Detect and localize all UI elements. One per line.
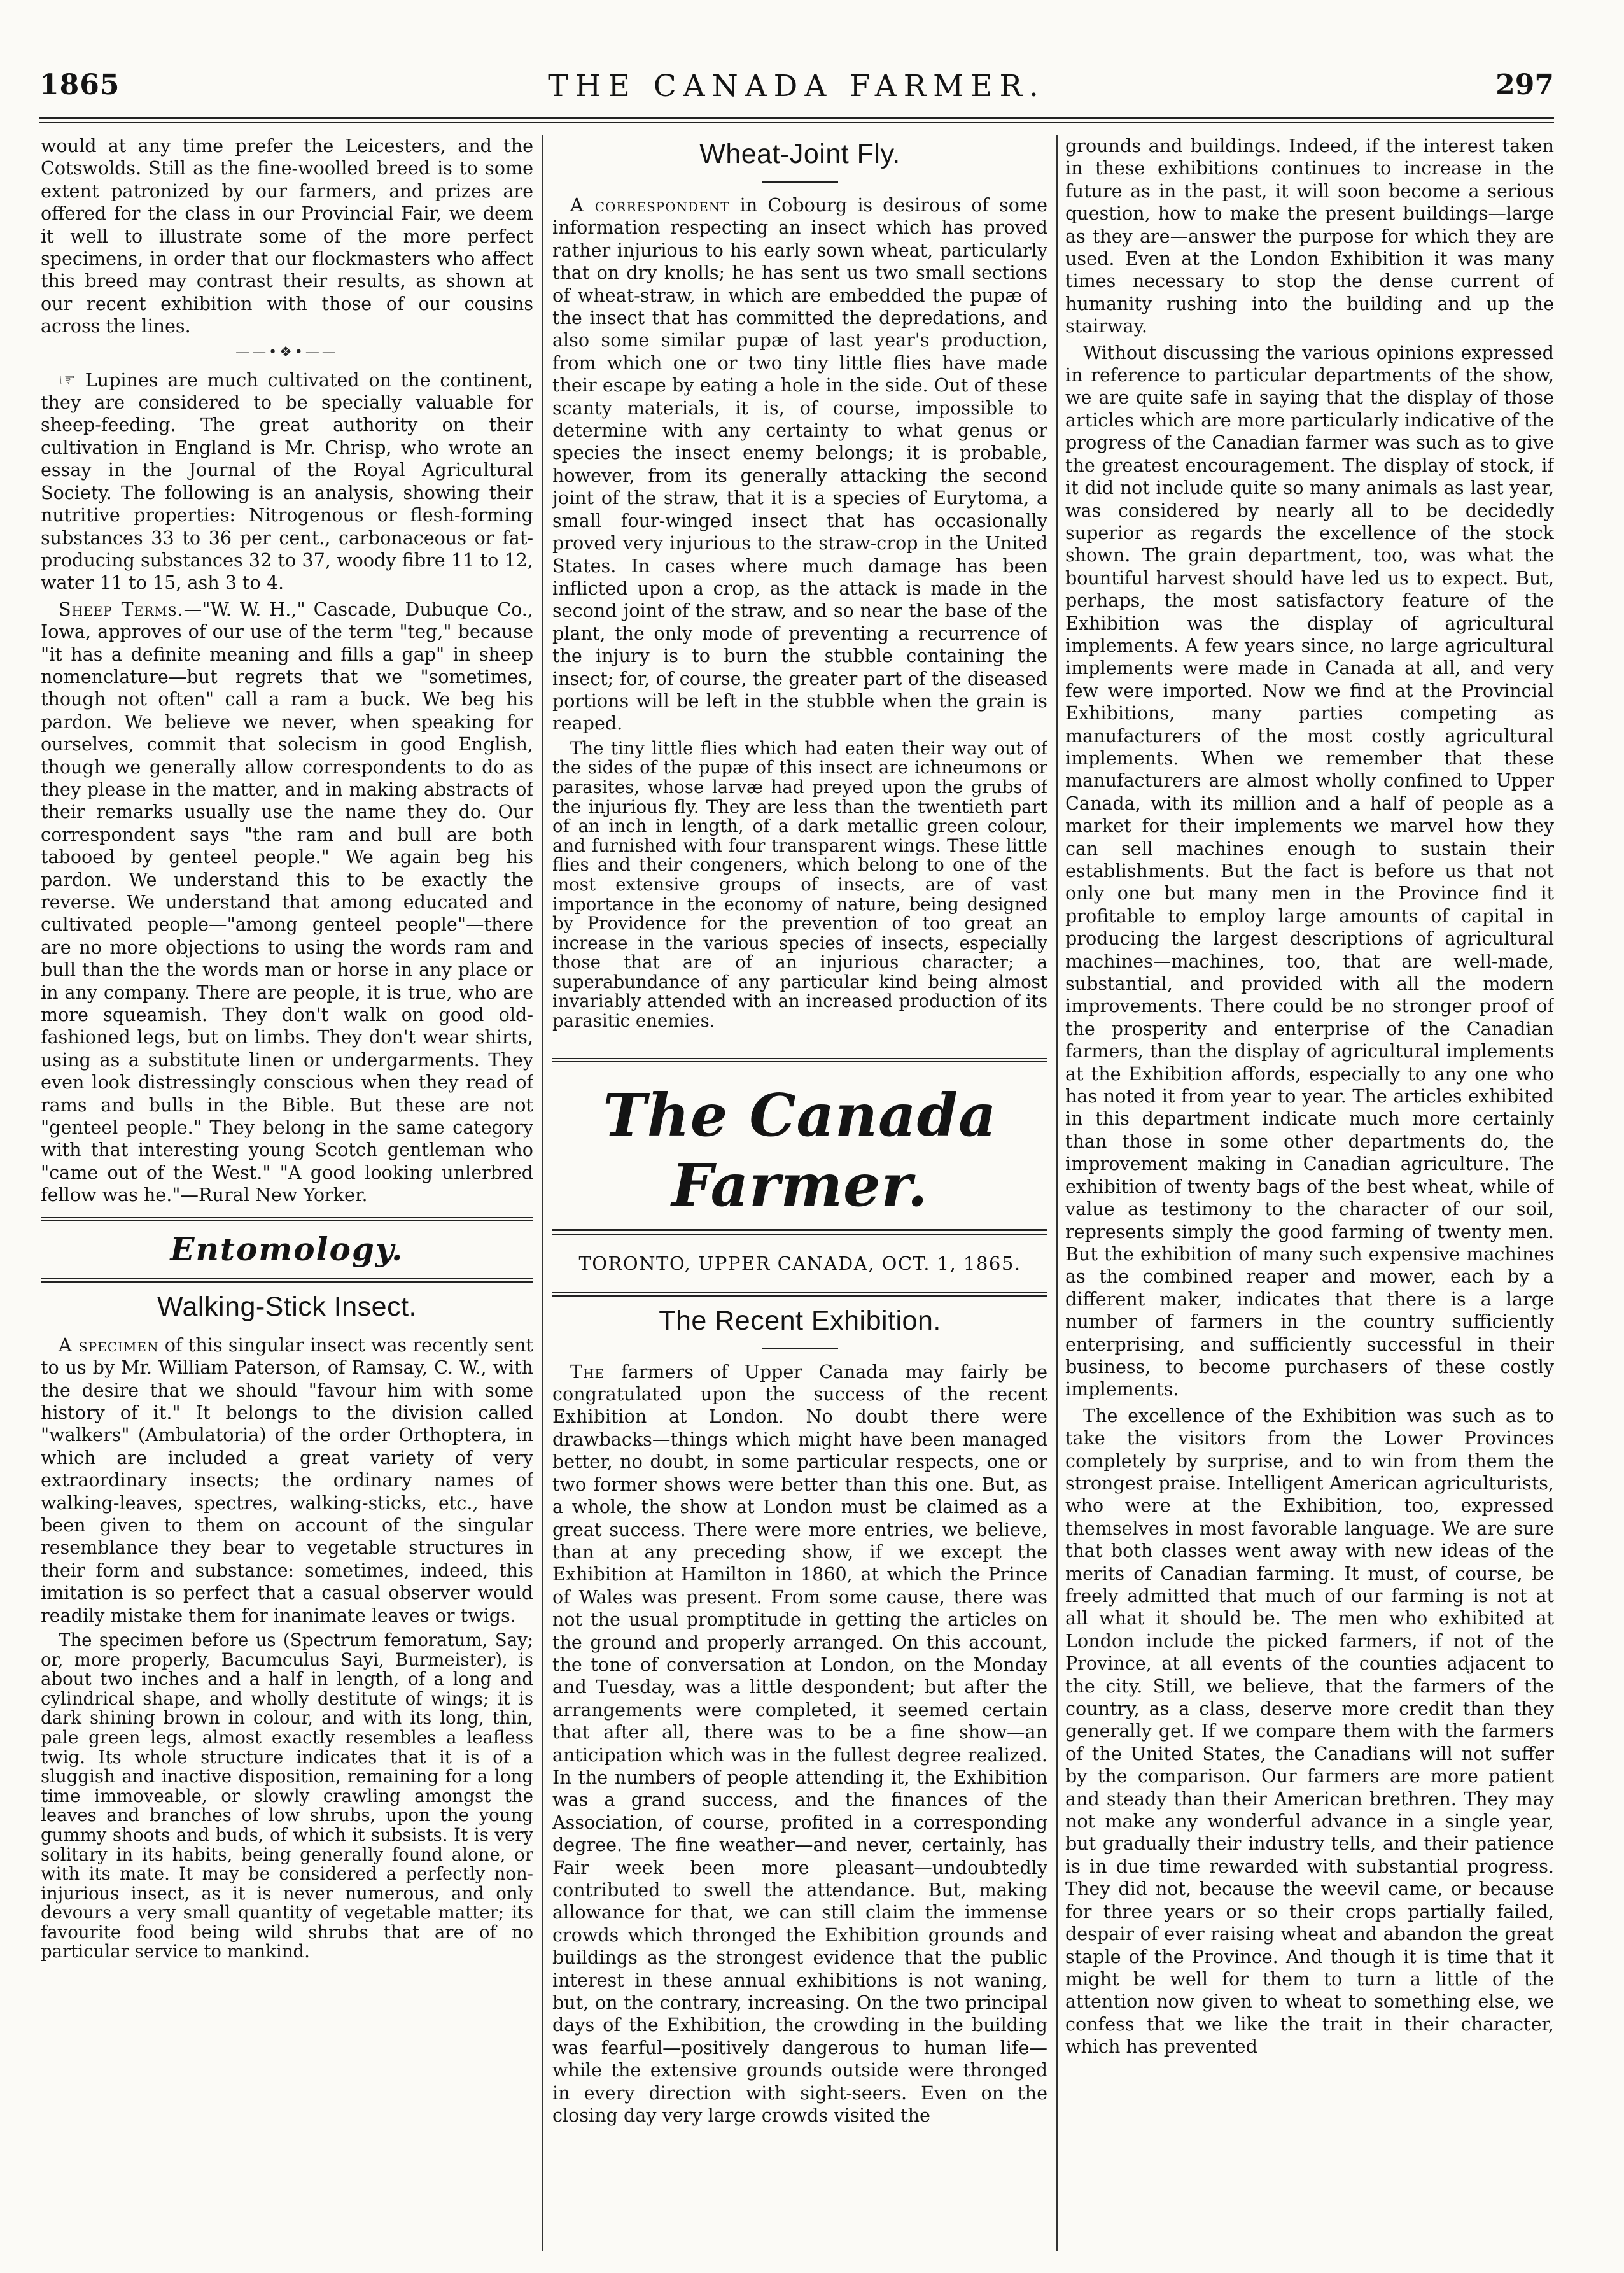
- sheep-breed-continuation: would at any time prefer the Leicesters, and the Cotswolds. Still as the fine-woolled breed is to some extent patronized by our farmers, and prizes are offered for the class in our Provincial Fair, we deem it well to illustrate some of the more perfect specimens, in order that our flockmasters who affect this breed may contrast their results, as shown at our recent exhibition with those of our cousins across the lines.: [41, 135, 533, 337]
- header-year: 1865: [39, 69, 120, 101]
- recent-lead: The: [570, 1360, 605, 1383]
- lupines-text: Lupines are much cultivated on the continent, they are considered to be specially valuable for sheep-feeding. The great authority on their cultivation in England is Mr. Chrisp, who wrote an essay in the Journal of the Royal Agricultural Society. The following is an analysis, showing their nutritive properties: Nitrogenous or flesh-forming substances 33 to 36 per cent., carbonaceous or fat-producing substances 32 to 37, woody fibre 11 to 12, water 11 to 15, ash 3 to 4.: [41, 369, 533, 594]
- column-3: [1065, 135, 1554, 2255]
- sheep-terms-text: —"W. W. H.," Cascade, Dubuque Co., Iowa, approves of our use of the term "teg," because "it has a definite meaning and fills a gap" in sheep nomenclature—but regrets that we "sometimes, though not often" call a ram a buck. We beg his pardon. We believe we never, when speaking for ourselves, commit that solecism in good English, though we generally allow correspondents to do as they please in the matter, and in making abstracts of their remarks usually use the name they do. Our correspondent says "the ram and bull are both tabooed by genteel people." We again beg his pardon. We understand this to be exactly the reverse. We understand that among educated and cultivated people—"among genteel people"—there are no more objections to using the words ram and bull than the the words man or horse in any place or in any company. There are people, it is true, who are more squeamish. They don't walk on good old-fashioned legs, but on limbs. They don't wear shirts, using as a substitute linen or undergarments. They even look distressingly conscious when they read of rams and bulls in the Bible. But these are not "genteel people." They belong in the same category with that interesting young Scotch gentleman who "came out of the West." "A good looking unlerbred fellow was he."—Rural New Yorker.: [41, 598, 533, 1206]
- title-rule: [762, 1348, 838, 1349]
- sheep-terms-paragraph: [41, 598, 533, 1207]
- wheat-joint-fly-title: Wheat-Joint Fly.: [699, 139, 900, 169]
- entomology-heading: Entomology.: [170, 1230, 404, 1268]
- exhibition-implements-paragraph: Without discussing the various opinions expressed in reference to particular departments of the show, we are quite safe in saying that the display of those articles which are more particularly indicative of the progress of the Canadian farmer was such as to give the greatest encouragement. The display of stock, if it did not include quite so many animals as last year, was considered by nearly all to be decidedly superior as regards the excellence of the stock shown. The grain department, too, was what the bountiful harvest should have led us to expect. But, perhaps, the most satisfactory feature of the Exhibition was the display of agricultural implements. A few years since, no large agricultural implements were made in Canada at all, and very few were imported. Now we find at the Provincial Exhibitions, many parties competing as manufacturers of the most costly agricultural implements. When we remember that these manufacturers are almost wholly confined to Upper Canada, with its million and a half of people as a market for their implements we marvel how they can sell machines enough to sustain their establishments. But the fact is before us that not only one but many men in the Province find it profitable to employ large amounts of capital in producing the largest descriptions of agricultural machines—machines, too, that are well-made, substantial, and provided with all the modern improvements. There could be no stronger proof of the prosperity and enterprise of the Canadian farmers, than the display of agricultural implements at the Exhibition affords, especially to any one who has noted it from year to year. The articles exhibited in this department indicate much more certainly than those in some other departments do, the improvement making in Canadian agriculture. The exhibition of twenty bags of the best wheat, while of value as testimony to the character of our soil, represents simply the good farming of twenty men. But the exhibition of many such expensive machines as the combined reaper and mower, each by a different maker, indicates that there is a large number of farmers in the country sufficiently enterprising, and sufficiently successful in their business, to become purchasers of these costly implements.: [1065, 341, 1554, 1400]
- header-rule-bottom: [39, 122, 1554, 123]
- section-double-rule: [41, 1277, 533, 1283]
- recent-exhibition-title: The Recent Exhibition.: [659, 1305, 941, 1336]
- wheat-lead: A correspondent: [570, 194, 730, 216]
- masthead: The Canada Farmer.: [603, 1080, 997, 1220]
- walking-stick-lead: A specimen: [59, 1334, 159, 1356]
- header-rule-top: [39, 117, 1554, 119]
- column-divider-2: [1056, 135, 1058, 2251]
- wheat-paragraph-1: [552, 194, 1047, 735]
- page-header: [39, 69, 1554, 107]
- section-double-rule: [41, 1216, 533, 1221]
- walking-stick-text-1: of this singular insect was recently sent to us by Mr. William Paterson, of Ramsay, C. W., with the desire that we should "favour him with some history of it." It belongs to the division called "walkers" (Ambulatoria) of the order Orthoptera, in which are included a great variety of very extraordinary insects; the ordinary names of walking-leaves, spectres, walking-sticks, etc., have been given to them on account of the singular resemblance they bear to vegetable structures in their form and substance: sometimes, indeed, this imitation is so perfect that a casual observer would readily mistake them for inanimate leaves or twigs.: [41, 1334, 533, 1626]
- header-page-number: 297: [1495, 69, 1554, 101]
- walking-stick-paragraph-2: The specimen before us (Spectrum femoratum, Say; or, more properly, Bacumculus Sayi, Burmeister), is about two inches and a half in length, of a long and cylindrical shape, and wholly destitute of wings; it is dark shining brown in colour, and with its long, thin, pale green legs, almost exactly resembles a leafless twig. Its whole structure indicates that it is of a sluggish and inactive disposition, remaining for a long time immoveable, or slowly crawling amongst the leaves and branches of low shrubs, upon the young gummy shoots and buds, of which it subsists. It is very solitary in its habits, being generally found alone, or with its mate. It may be considered a perfectly non-injurious insect, as it is never numerous, and only devours a very small quantity of vegetable matter; its favourite food being wild shrubs that are of no particular service to mankind.: [41, 1629, 533, 1962]
- exhibition-continuation: grounds and buildings. Indeed, if the interest taken in these exhibitions continues to increase in the future as in the past, it will soon become a serious question, how to make the present buildings—large as they are—answer the purpose for which they are used. Even at the London Exhibition it was many times necessary to stop the dense current of humanity rushing into the building and up the stairway.: [1065, 135, 1554, 337]
- title-rule: [762, 181, 838, 183]
- masthead-rule-top: [552, 1057, 1047, 1062]
- exhibition-praise-paragraph: The excellence of the Exhibition was such as to take the visitors from the Lower Provinces completely by surprise, and to win from them the strongest praise. Intelligent American agriculturists, who were at the Exhibition, too, expressed themselves in most favorable language. We are sure that both classes went away with new ideas of the merits of Canadian farming. It must, of course, be freely admitted that much of our farming is not at all what it should be. The men who exhibited at London include the picked farmers, if not of the Province, at all events of the counties adjacent to the city. Still, we believe, that the farmers of the country, as a class, deserve more credit than they generally get. If we compare them with the farmers of the United States, the Canadians will not suffer by the comparison. Our farmers are more patient and steady than their American brethren. They may not make any wonderful advance in a single year, but gradually their industry tells, and their patience is in due time rewarded with substantial progress. They did not, because the weevil came, or because for three years or so their crops partially failed, despair of ever raising wheat and abandon the great staple of the Province. And though it is time that it might be well for them to turn a little of the attention now given to wheat to something else, we confess that we like the trait in their character, which has prevented: [1065, 1404, 1554, 2058]
- recent-exhibition-paragraph: [552, 1361, 1047, 2127]
- column-divider-1: [542, 135, 543, 2251]
- wheat-text-1: in Cobourg is desirous of some information respecting an insect which has proved rather injurious to his early sown wheat, particularly that on dry knolls; he has sent us two small sections of wheat-straw, in which are embedded the pupæ of the insect that has committed the depredations, and also some similar pupæ of last year's production, from which one or two tiny little flies have made their escape by eating a hole in the side. Out of these scanty materials, it is, of course, impossible to determine with any certainty to what genus or species the insect enemy belongs; it is probable, however, from its generally attacking the second joint of the straw, that it is a species of Eurytoma, a small four-winged insect that has occasionally proved very injurious to the straw-crop in the United States. In cases where much damage has been inflicted upon a crop, as the attack is made in the second joint of the straw, and so near the base of the plant, the only mode of preventing a recurrence of the injury is to burn the stubble containing the insect; for, of course, the greater part of the diseased portions will be left in the stubble when the grain is reaped.: [552, 194, 1047, 735]
- walking-stick-title: Walking-Stick Insect.: [157, 1291, 417, 1322]
- lupines-paragraph: [41, 369, 533, 595]
- sheep-terms-lead: Sheep Terms.: [59, 598, 184, 620]
- section-ornament: ——•❖•——: [235, 344, 339, 360]
- column-1: [41, 135, 533, 2255]
- dateline: TORONTO, UPPER CANADA, OCT. 1, 1865.: [578, 1252, 1021, 1274]
- header-title: THE CANADA FARMER.: [548, 69, 1046, 104]
- recent-text: farmers of Upper Canada may fairly be congratulated upon the success of the recent Exhibition at London. No doubt there were drawbacks—things which might have been managed better, no doubt, in some particular respects, one or two former shows were better than this one. But, as a whole, the show at London must be claimed as a great success. There were more entries, we believe, than at any preceding show, if we except the Exhibition at Hamilton in 1860, at which the Prince of Wales was present. From some cause, there was not the usual promptitude in getting the articles on the ground and properly arranged. On this account, the tone of conversation at London, on the Monday and Tuesday, was a little despondent; but after the arrangements were completed, it seemed certain that after all, there was to be a fine show—an anticipation which was in the fullest degree realized. In the numbers of people attending it, the Exhibition was a grand success, and the finances of the Association, of course, profited in a corresponding degree. The fine weather—and never, certainly, has Fair week been more pleasant—undoubtedly contributed to swell the attendance. But, making allowance for that, we can still claim the immense crowds which thronged the Exhibition grounds and buildings as the strongest evidence that the public interest in these annual exhibitions is not waning, but, on the contrary, increasing. On the two principal days of the Exhibition, the crowding in the building was fearful—positively dangerous to human life—while the extensive grounds outside were thronged in every direction with sight-seers. Even on the closing day very large crowds visited the: [552, 1360, 1047, 2127]
- walking-stick-paragraph-1: [41, 1334, 533, 1627]
- pointing-hand-icon: ☞: [59, 369, 76, 391]
- masthead-rule-bottom: [552, 1229, 1047, 1235]
- column-2: [552, 135, 1047, 2255]
- dateline-rule: [552, 1291, 1047, 1297]
- wheat-paragraph-2: The tiny little flies which had eaten their way out of the sides of the pupæ of this insect are ichneumons or parasites, whose larvæ had preyed upon the grubs of the injurious fly. They are less than the twentieth part of an inch in length, of a dark metallic green colour, and furnished with four transparent wings. These little flies and their congeners, which belong to one of the most extensive groups of insects, are of vast importance in the economy of nature, being designed by Providence for the prevention of too great an increase in the various species of insects, especially those that are of an injurious character; a superabundance of any particular kind being almost invariably attended with an increased production of its parasitic enemies.: [552, 737, 1047, 1032]
